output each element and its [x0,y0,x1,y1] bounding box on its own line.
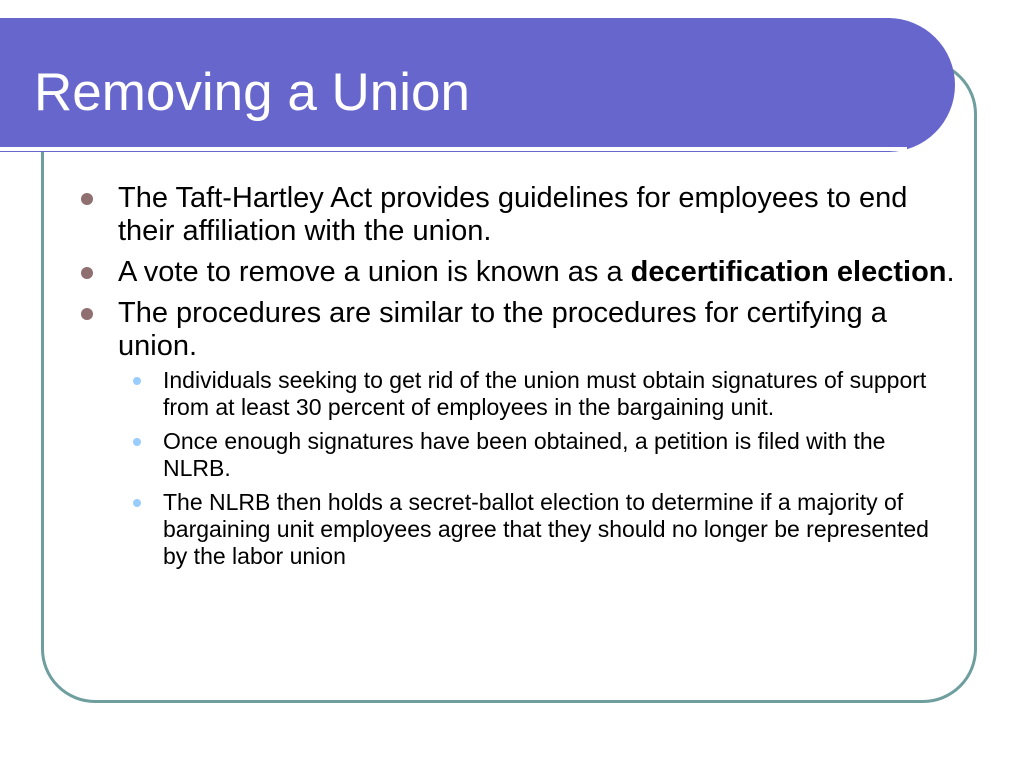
sub-bullet-text: The NLRB then holds a secret-ballot election to determine if a majority of bargaining unit employees agree that they should no longer be represented by the labor union [163,489,929,569]
sub-bullet-text: Individuals seeking to get rid of the union must obtain signatures of support from at least 30 percent of employees in the bargaining unit. [163,367,927,420]
sub-bullet-item [78,428,958,482]
sub-bullet-dot-icon [133,377,141,385]
sub-bullet-dot-icon [133,438,141,446]
bullet-item [78,297,958,363]
slide-title: Removing a Union [34,63,471,122]
bullet-dot-icon [81,267,93,279]
title-divider [0,147,907,151]
bullet-text: The Taft-Hartley Act provides guidelines for employees to end their affiliation with the union. [118,182,908,247]
sub-bullet-text: Once enough signatures have been obtained, a petition is filed with the NLRB. [163,428,886,481]
bullet-dot-icon [81,308,93,320]
sub-bullet-item [78,489,958,570]
bullet-bold-term: decertification election [630,256,947,288]
slide-content [78,182,958,577]
bullet-text: The procedures are similar to the procedures for certifying a union. [118,297,887,362]
bullet-item [78,256,958,289]
sub-bullet-item [78,367,958,421]
bullet-text: A vote to remove a union is known as a [118,256,631,288]
bullet-item [78,182,958,248]
title-bar [0,18,955,152]
sub-bullet-dot-icon [133,499,141,507]
bullet-text-end: . [946,256,955,288]
bullet-dot-icon [81,193,93,205]
